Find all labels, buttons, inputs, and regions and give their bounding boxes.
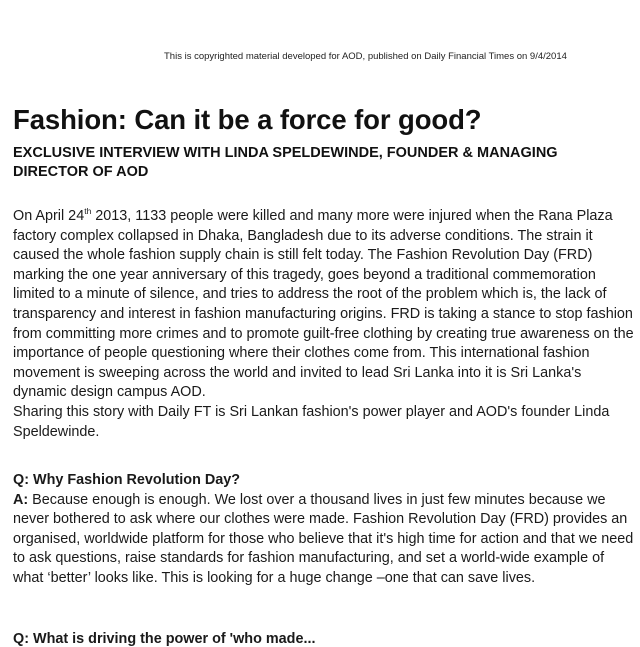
question-1: Q: Why Fashion Revolution Day?	[13, 472, 241, 488]
article-title: Fashion: Can it be a force for good?	[13, 104, 482, 135]
intro-paragraph	[13, 207, 635, 442]
answer-1-label: A:	[13, 491, 29, 508]
intro-sharing-line: Sharing this story with Daily FT is Sri Lankan fashion's power player and AOD's founder Linda Speldewinde.	[13, 403, 610, 440]
copyright-note: This is copyrighted material developed for AOD, published on Daily Financial Times on 9/4/2014	[164, 51, 567, 62]
intro-body: 2013, 1133 people were killed and many more were injured when the Rana Plaza factory complex collapsed in Dhaka, Bangladesh due to its adverse conditions. The strain it caused the whole fashion supply chain is still felt today. The Fashion Revolution Day (FRD) marking the one year anniversary of this tragedy, goes beyond a traditional commemoration limited to a minute of silence, and tries to address the root of the problem which is, the lack of transparency and interest in fashion manufacturing origins. FRD is taking a stance to stop fashion from committing more crimes and to promote guilt-free clothing by creating true awareness on the importance of people questioning where their clothes come from. This international fashion movement is sweeping across the world and invited to lead Sri Lanka into it is Sri Lanka's dynamic design campus AOD.	[13, 208, 634, 401]
date-ordinal: th	[84, 206, 92, 216]
article-subtitle: EXCLUSIVE INTERVIEW WITH LINDA SPELDEWINDE, FOUNDER & MANAGING DIRECTOR OF AOD	[13, 145, 558, 180]
question-2-partial: Q: What is driving the power of 'who made...	[13, 631, 316, 647]
answer-1-text: Because enough is enough. We lost over a thousand lives in just few minutes because we never bothered to ask where our clothes were made. Fashion Revolution Day (FRD) provides an organised, worldwide platform for those who believe that it's high time for action and that we need to ask questions, raise standards for fashion manufacturing, and set a world-wide example of what ‘better’ looks like. This is looking for a huge change –one that can save lives.	[13, 491, 634, 586]
intro-lead: On April 24	[13, 208, 85, 224]
qa-block-1	[13, 471, 635, 589]
